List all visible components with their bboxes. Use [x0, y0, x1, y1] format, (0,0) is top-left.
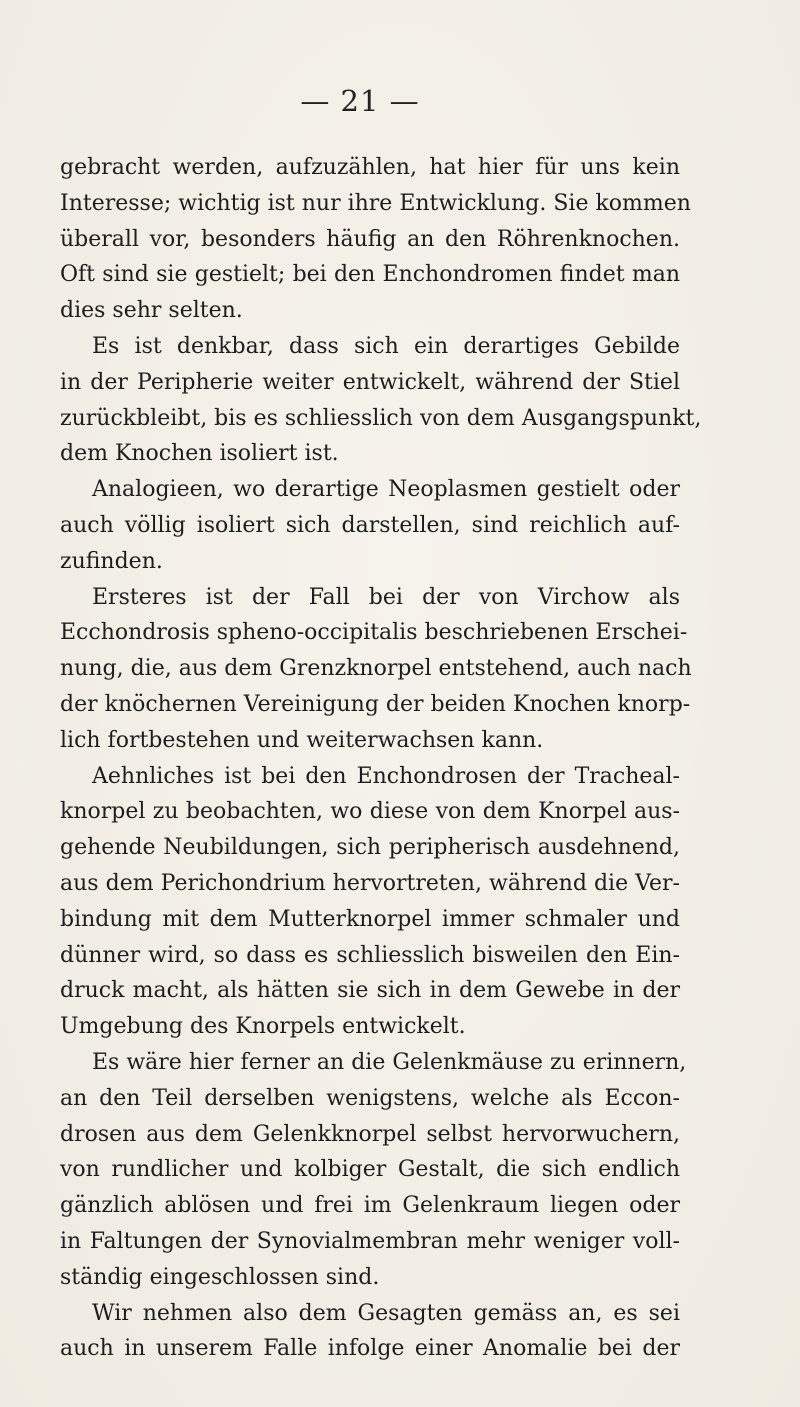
text-line: Analogieen, wo derartige Neoplasmen gestielt oder — [92, 477, 680, 503]
text-line: zurückbleibt, bis es schliesslich von dem Ausgangspunkt, — [60, 405, 702, 431]
page-number: — 21 — — [300, 84, 420, 118]
text-line: dem Knochen isoliert ist. — [60, 441, 339, 467]
text-line: auch völlig isoliert sich darstellen, sind reichlich auf- — [60, 512, 680, 538]
text-line: Interesse; wichtig ist nur ihre Entwicklung. Sie kommen — [60, 190, 691, 216]
text-line: Ecchondrosis spheno-occipitalis beschriebenen Erschei- — [60, 620, 688, 646]
text-line: gehende Neubildungen, sich peripherisch ausdehnend, — [60, 835, 680, 861]
text-line: an den Teil derselben wenigstens, welche als Eccon- — [60, 1085, 680, 1111]
text-line: gebracht werden, aufzuzählen, hat hier für uns kein — [60, 155, 680, 180]
text-line: bindung mit dem Mutterknorpel immer schmaler und — [60, 906, 680, 932]
text-line: nung, die, aus dem Grenzknorpel entstehend, auch nach — [60, 656, 692, 682]
text-line: knorpel zu beobachten, wo diese von dem Knorpel aus- — [60, 799, 680, 825]
text-line: auch in unserem Falle infolge einer Anomalie bei der — [60, 1336, 680, 1362]
text-line: der knöchernen Vereinigung der beiden Knochen knorp- — [60, 691, 691, 717]
text-line: aus dem Perichondrium hervortreten, während die Ver- — [60, 870, 680, 896]
text-line: Oft sind sie gestielt; bei den Enchondromen findet man — [60, 262, 680, 288]
text-line: druck macht, als hätten sie sich in dem Gewebe in der — [60, 978, 680, 1004]
text-line: Ersteres ist der Fall bei der von Virchow als — [92, 584, 680, 610]
text-line: dies sehr selten. — [60, 298, 243, 324]
text-line: dünner wird, so dass es schliesslich bisweilen den Ein- — [60, 942, 680, 968]
text-line: in der Peripherie weiter entwickelt, während der Stiel — [60, 369, 680, 395]
text-line: überall vor, besonders häufig an den Röhrenknochen. — [60, 226, 680, 252]
text-line: ständig eingeschlossen sind. — [60, 1264, 380, 1290]
body-text — [60, 150, 702, 1367]
text-line: lich fortbestehen und weiterwachsen kann. — [60, 727, 544, 753]
text-line: Es ist denkbar, dass sich ein derartiges Gebilde — [92, 333, 680, 359]
text-line: Umgebung des Knorpels entwickelt. — [60, 1014, 466, 1040]
text-line: Wir nehmen also dem Gesagten gemäss an, es sei — [92, 1300, 680, 1326]
text-line: gänzlich ablösen und frei im Gelenkraum liegen oder — [60, 1193, 680, 1219]
text-line: zufinden. — [60, 548, 163, 574]
text-line: in Faltungen der Synovialmembran mehr weniger voll- — [60, 1228, 680, 1254]
text-line: Aehnliches ist bei den Enchondrosen der Tracheal- — [92, 763, 680, 789]
text-line: von rundlicher und kolbiger Gestalt, die sich endlich — [60, 1157, 680, 1183]
text-line: drosen aus dem Gelenkknorpel selbst hervorwuchern, — [60, 1121, 680, 1147]
text-line: Es wäre hier ferner an die Gelenkmäuse zu erinnern, — [92, 1049, 687, 1075]
